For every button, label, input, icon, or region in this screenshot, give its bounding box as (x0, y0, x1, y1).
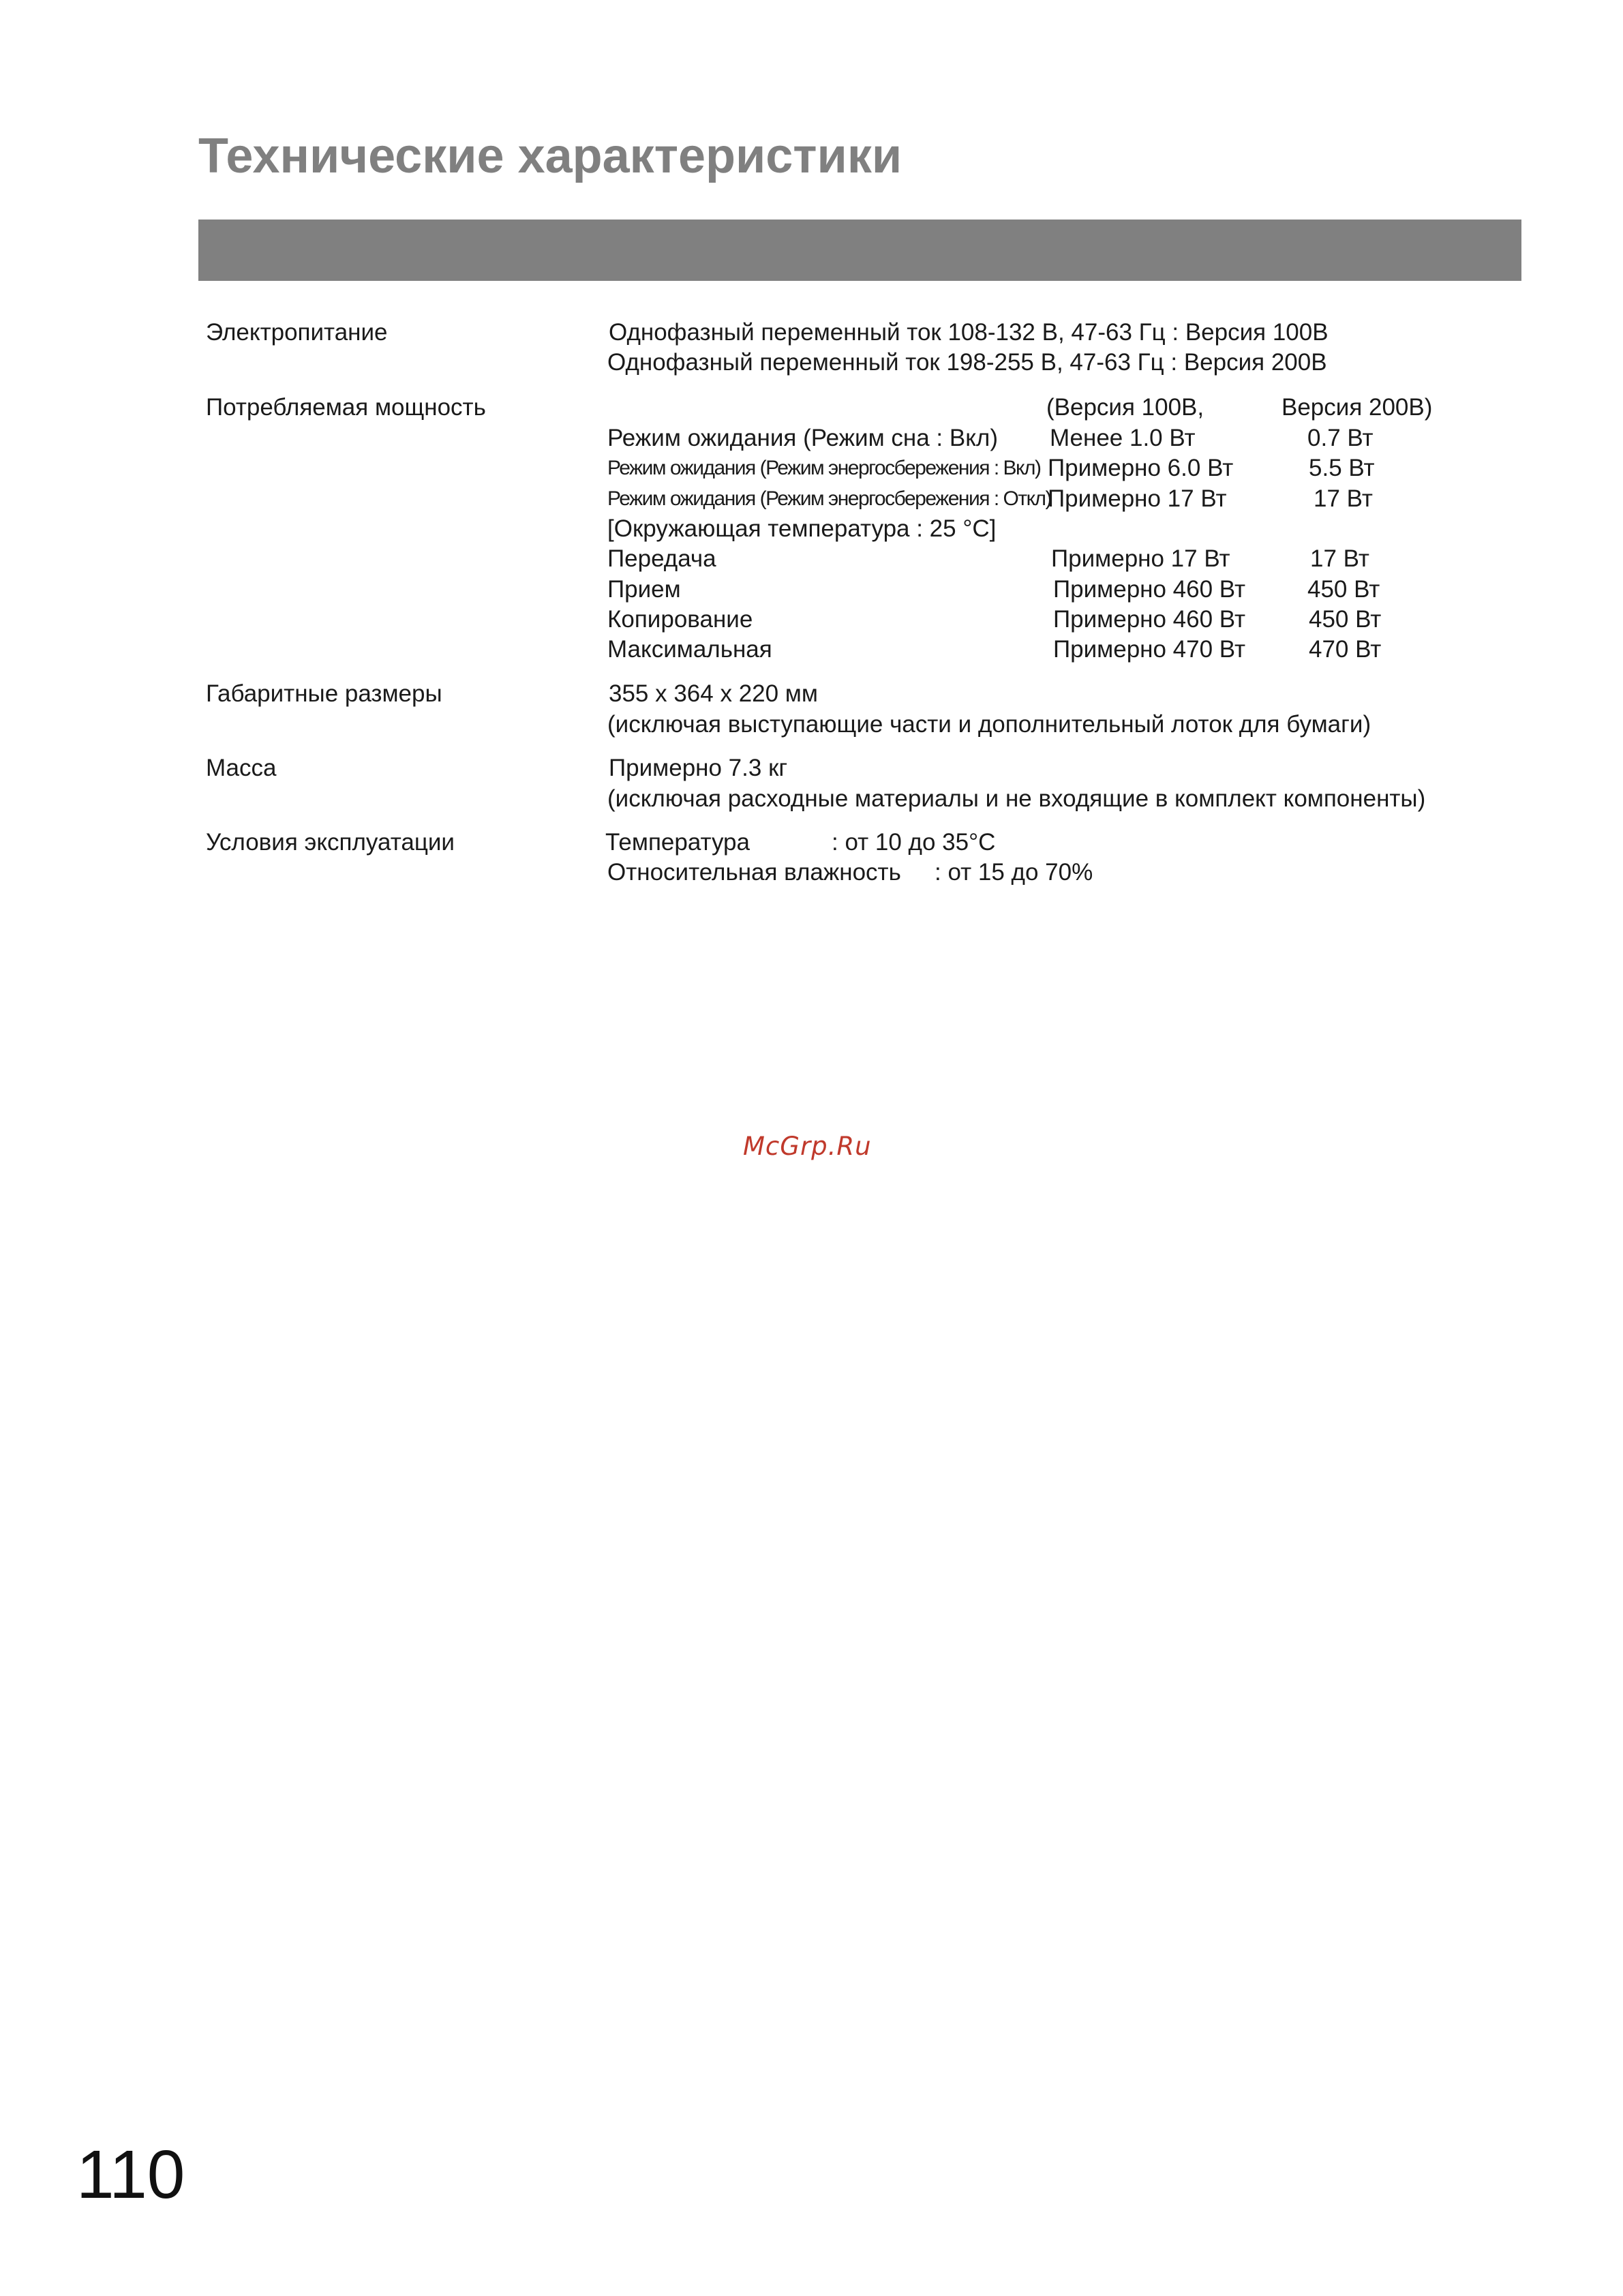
page-number: 110 (76, 2136, 185, 2213)
copy-v200: 450 Вт (1309, 606, 1382, 633)
mode-energy-save-on: Режим ожидания (Режим энергосбережения : Вкл) (607, 457, 1041, 479)
energy-save-on-v100: Примерно 6.0 Вт (1048, 455, 1234, 481)
temperature-label: Температура (605, 829, 750, 856)
dimensions-value: 355 x 364 x 220 мм (609, 680, 818, 707)
mode-energy-save-off: Режим ожидания (Режим энергосбережения : Откл) (607, 487, 1052, 510)
mass-note: (исключая расходные материалы и не входящие в комплект компоненты) (607, 785, 1426, 812)
mass-value: Примерно 7.3 кг (609, 755, 788, 781)
environment-label: Условия эксплуатации (206, 829, 455, 856)
header-bar (198, 220, 1521, 281)
sleep-on-v100: Менее 1.0 Вт (1050, 425, 1196, 451)
ambient-temperature-note: [Окружающая температура : 25 °C] (607, 515, 997, 542)
humidity-label: Относительная влажность (607, 859, 901, 886)
receive-v200: 450 Вт (1307, 576, 1380, 603)
mode-receive: Прием (607, 576, 681, 603)
mode-copy: Копирование (607, 606, 753, 633)
energy-save-off-v200: 17 Вт (1314, 485, 1373, 512)
dimensions-label: Габаритные размеры (206, 680, 442, 707)
transmit-v100: Примерно 17 Вт (1051, 545, 1230, 572)
mode-maximum: Максимальная (607, 636, 772, 663)
transmit-v200: 17 Вт (1310, 545, 1369, 572)
copy-v100: Примерно 460 Вт (1053, 606, 1246, 633)
maximum-v200: 470 Вт (1309, 636, 1382, 663)
energy-save-on-v200: 5.5 Вт (1309, 455, 1375, 481)
mode-sleep-on: Режим ожидания (Режим сна : Вкл) (607, 425, 998, 451)
maximum-v100: Примерно 470 Вт (1053, 636, 1246, 663)
power-supply-line-2: Однофазный переменный ток 198-255 В, 47-63 Гц : Версия 200В (607, 349, 1327, 376)
energy-save-off-v100: Примерно 17 Вт (1048, 485, 1227, 512)
power-supply-label: Электропитание (206, 319, 388, 346)
temperature-value: : от 10 до 35°C (832, 829, 996, 856)
humidity-value: : от 15 до 70% (935, 859, 1093, 886)
receive-v100: Примерно 460 Вт (1053, 576, 1246, 603)
dimensions-note: (исключая выступающие части и дополнительный лоток для бумаги) (607, 711, 1371, 738)
header-version-200: Версия 200В) (1281, 394, 1433, 421)
header-version-100: (Версия 100В, (1046, 394, 1204, 421)
mass-label: Масса (206, 755, 277, 781)
watermark-link: McGrp.Ru (743, 1132, 872, 1161)
mode-transmit: Передача (607, 545, 716, 572)
page-title: Технические характеристики (198, 129, 902, 183)
power-consumption-label: Потребляемая мощность (206, 394, 486, 421)
power-supply-line-1: Однофазный переменный ток 108-132 В, 47-63 Гц : Версия 100В (609, 319, 1329, 346)
sleep-on-v200: 0.7 Вт (1307, 425, 1374, 451)
